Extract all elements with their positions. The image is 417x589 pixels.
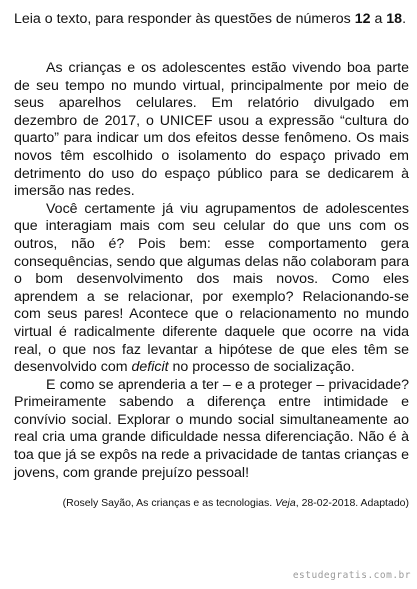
paragraph-1: As crianças e os adolescentes estão vivendo boa parte de seu tempo no mundo virtual, principalmente por meio de seus aparelhos celulares. Em relatório divulgado em dezembro de 2017, o UNICEF usou a expressão “cultura do quarto” para indicar um dos efeitos desse fenômeno. Os mais novos têm escolhido o isolamento do espaço privado em detrimento do uso do espaço público para se dedicarem à imersão nas redes. — [14, 60, 409, 200]
paragraph-2 — [14, 201, 409, 377]
instruction-prefix: Leia o texto, para responder às questões de números — [14, 11, 355, 27]
paragraph-2-end: no processo de socialização. — [168, 359, 355, 376]
source-citation — [14, 496, 409, 510]
site-watermark: estudegratis.com.br — [292, 570, 411, 581]
article-text — [14, 60, 409, 482]
paragraph-3: E como se aprenderia a ter – e a proteger – privacidade? Primeiramente sabendo a diferença entre intimidade e convívio social. Explorar o mundo social simultaneamente ao real cria uma grande dificuldade nessa diferenciação. Não é à toa que já se expôs na rede a privacidade de tantas crianças e jovens, com grande prejuízo pessoal! — [14, 376, 409, 481]
paragraph-2-text: Você certamente já viu agrupamentos de adolescentes que interagiam mais com seu celular do que uns com os outros, não é? Pois bem: esse comportamento gera consequências, sendo que algumas delas não colaboram para o bom desenvolvimento dos mais novos. Como eles aprendem a se relacionar, por exemplo? Relacionando-se com seus pares! Acontece que o relacionamento no mundo virtual é radicalmente diferente daquele que ocorre na vida real, o que nos faz levantar a hipótese de que eles têm se desenvolvido com — [14, 200, 409, 376]
document-page — [14, 10, 409, 510]
instruction-suffix: . — [402, 11, 407, 27]
question-number-end: 18 — [386, 11, 403, 27]
instruction-text — [14, 10, 409, 28]
citation-author-title: (Rosely Sayão, As crianças e as tecnologias. — [62, 497, 276, 510]
citation-date: , 28-02-2018. Adaptado) — [295, 497, 409, 510]
italic-term: deficit — [131, 359, 169, 376]
instruction-middle: a — [370, 11, 387, 27]
citation-publication: Veja — [275, 497, 296, 510]
question-number-start: 12 — [354, 11, 371, 27]
